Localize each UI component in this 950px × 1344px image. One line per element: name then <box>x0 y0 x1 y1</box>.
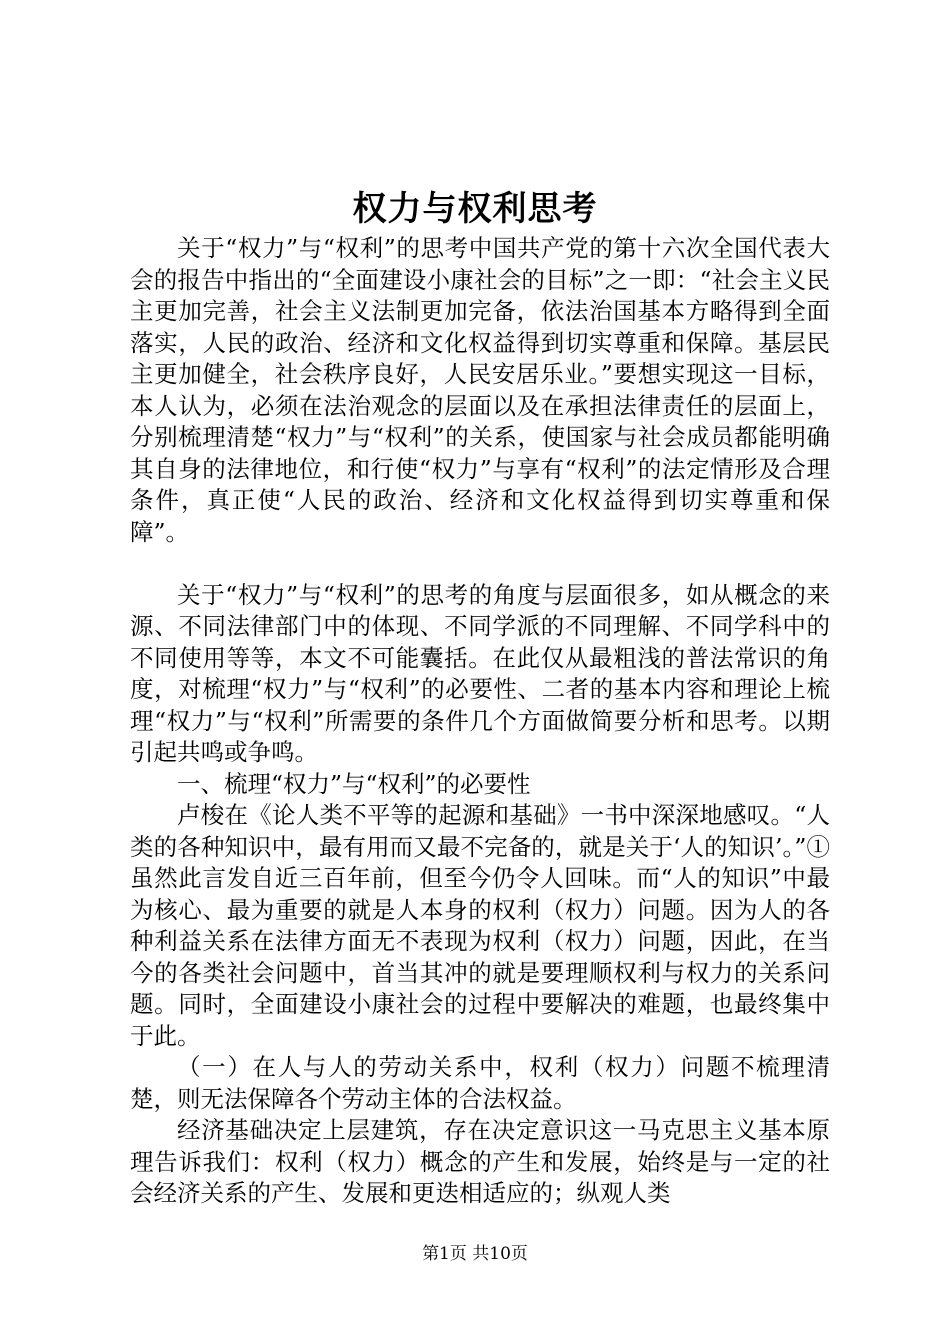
paragraph-scope: 关于“权力”与“权利”的思考的角度与层面很多，如从概念的来源、不同法律部门中的体现、不同学派的不同理解、不同学科中的不同使用等等，本文不可能囊括。在此仅从最粗浅的普法常识的角度，对梳理“权力”与“权利”的必要性、二者的基本内容和理论上梳理“权力”与“权利”所需要的条件几个方面做简要分析和思考。以期引起共鸣或争鸣。 <box>130 580 830 766</box>
paragraph-rousseau: 卢梭在《论人类不平等的起源和基础》一书中深深地感叹。“人类的各种知识中，最有用而又最不完备的，就是关于‘人的知识’。”①虽然此言发自近三百年前，但至今仍令人回味。而“人的知识”中最为核心、最为重要的就是人本身的权利（权力）问题。因为人的各种利益关系在法律方面无不表现为权利（权力）问题，因此，在当今的各类社会问题中，首当其冲的就是要理顺权利与权力的关系问题。同时，全面建设小康社会的过程中要解决的难题，也最终集中于此。 <box>130 801 830 1050</box>
document-body <box>130 233 830 1210</box>
paragraph-intro: 关于“权力”与“权利”的思考中国共产党的第十六次全国代表大会的报告中指出的“全面建设小康社会的目标”之一即：“社会主义民主更加完善，社会主义法制更加完备，依法治国基本方略得到全面落实，人民的政治、经济和文化权益得到切实尊重和保障。基层民主更加健全，社会秩序良好，人民安居乐业。”要想实现这一目标，本人认为，必须在法治观念的层面以及在承担法律责任的层面上，分别梳理清楚“权力”与“权利”的关系，使国家与社会成员都能明确其自身的法律地位，和行使“权力”与享有“权利”的法定情形及合理条件，真正使“人民的政治、经济和文化权益得到切实尊重和保障”。 <box>130 234 830 546</box>
paragraph-economic-basis: 经济基础决定上层建筑，存在决定意识这一马克思主义基本原理告诉我们：权利（权力）概念的产生和发展，始终是与一定的社会经济关系的产生、发展和更迭相适应的；纵观人类 <box>130 1116 830 1207</box>
section-heading-1: 一、梳理“权力”与“权利”的必要性 <box>177 769 531 798</box>
page-footer: 第1页 共10页 <box>422 1244 528 1264</box>
subsection-heading-1: （一）在人与人的劳动关系中，权利（权力）问题不梳理清楚，则无法保障各个劳动主体的合法权益。 <box>130 1053 830 1113</box>
document-title: 权力与权利思考 <box>352 189 598 229</box>
